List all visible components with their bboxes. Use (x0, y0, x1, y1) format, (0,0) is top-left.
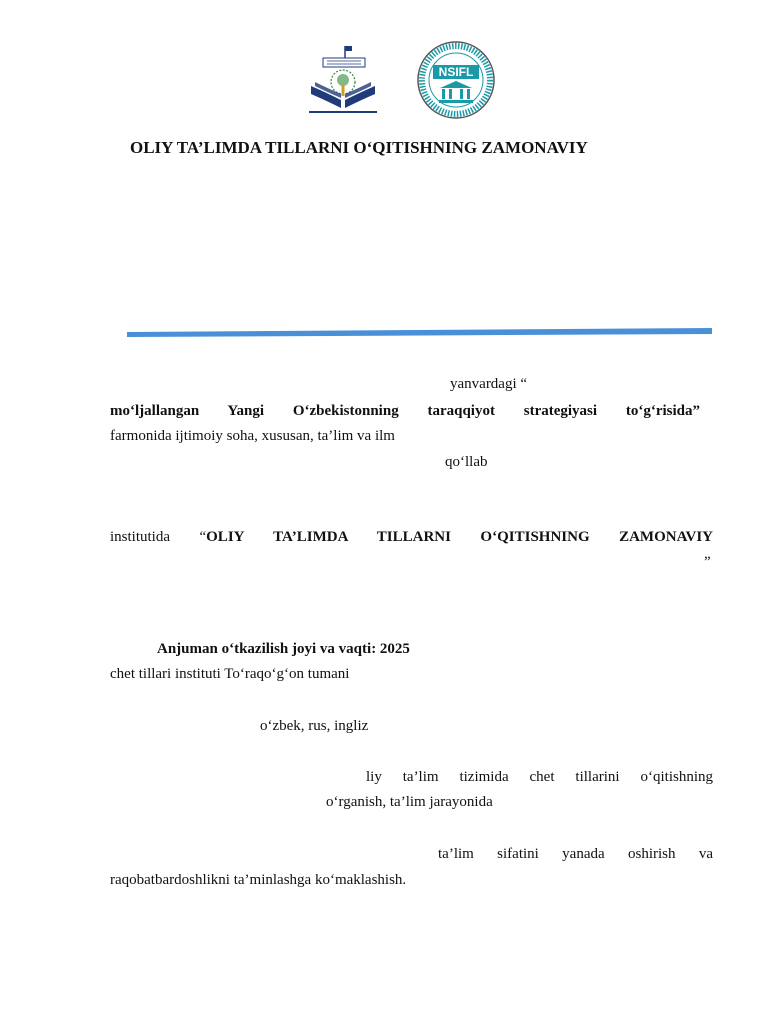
body-line-9: o‘zbek, rus, ingliz (260, 718, 369, 734)
body-line-12: ta’lim sifatini yanada oshirish va (438, 846, 713, 862)
body-line-5 (110, 528, 713, 546)
body-line-7: Anjuman o‘tkazilish joyi va vaqti: 2025 (157, 641, 410, 657)
body-line-4: qo‘llab (445, 454, 488, 470)
body-line-8: chet tillari instituti To‘raqo‘g‘on tumani (110, 666, 350, 682)
nsifl-seal-logo (414, 40, 498, 120)
university-emblem-logo (305, 42, 381, 118)
body-line-5-text (110, 529, 713, 545)
body-line-1: yanvardagi “ (450, 376, 528, 392)
body-line-3: farmonida ijtimoiy soha, xususan, ta’lim va ilm (110, 428, 395, 444)
body-line-11: o‘rganish, ta’lim jarayonida (326, 794, 493, 810)
body-line-13: raqobatbardoshlikni ta’minlashga ko‘maklashish. (110, 872, 407, 888)
body-line-10: liy ta’lim tizimida chet tillarini o‘qitishning (366, 769, 713, 785)
body-line-2: mo‘ljallangan Yangi O‘zbekistonning taraqqiyot strategiyasi to‘g‘risida” (110, 403, 700, 419)
body-line-6: ” (704, 554, 711, 570)
conference-title: OLIY TA’LIMDA TILLARNI O‘QITISHNING ZAMONAVIY (130, 138, 588, 157)
body-line-5-title: OLIY TA’LIMDA TILLARNI O‘QITISHNING ZAMONAVIY (206, 529, 713, 545)
nsifl-seal-text: NSIFL (438, 65, 474, 79)
decorative-blue-rule (127, 325, 712, 339)
body-line-5-lead: institutida “ (110, 529, 207, 545)
